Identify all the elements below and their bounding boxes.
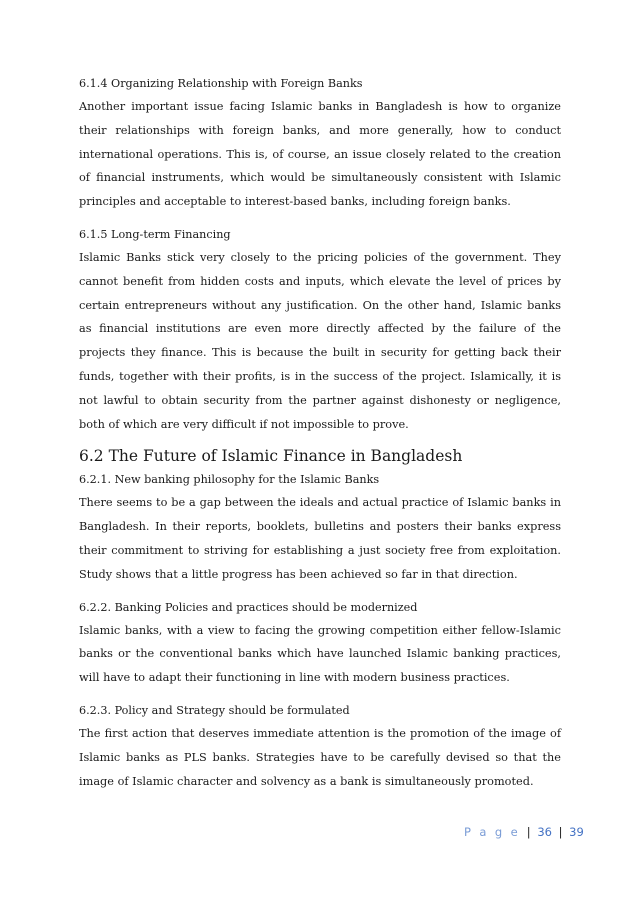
section-6-2-3 <box>79 703 561 793</box>
total-pages-number: 39 <box>569 825 584 839</box>
section-heading: 6.2.3. Policy and Strategy should be formulated <box>79 703 350 717</box>
section-title-6-2: 6.2 The Future of Islamic Finance in Bangladesh <box>79 447 463 466</box>
page-label: P a g e <box>464 825 521 839</box>
section-paragraph: There seems to be a gap between the ideals and actual practice of Islamic banks in Bangladesh. In their reports, booklets, bulletins and posters their banks express their commitment to striving for establishing a just society free from exploitation. Study shows that a little progress has been achieved so far in that direction. <box>79 496 561 581</box>
page-divider: | <box>558 825 563 839</box>
section-6-1-4 <box>79 76 561 214</box>
section-paragraph: The first action that deserves immediate attention is the promotion of the image of Islamic banks as PLS banks. Strategies have to be carefully devised so that the image of Islamic character and solvency as a bank is simultaneously promoted. <box>79 726 561 788</box>
footer-separator: | <box>526 825 531 839</box>
section-heading: 6.2.2. Banking Policies and practices should be modernized <box>79 600 418 614</box>
document-page <box>79 76 561 793</box>
section-paragraph: Another important issue facing Islamic banks in Bangladesh is how to organize their relationships with foreign banks, and more generally, how to conduct international operations. This is, of course, an issue closely related to the creation of financial instruments, which would be simultaneously consistent with Islamic principles and acceptable to interest-based banks, including foreign banks. <box>79 100 561 209</box>
current-page-number: 36 <box>537 825 552 839</box>
section-6-1-5 <box>79 227 561 436</box>
page-footer <box>464 825 584 839</box>
section-6-2-1 <box>79 472 561 586</box>
section-paragraph: Islamic banks, with a view to facing the growing competition either fellow-Islamic banks or the conventional banks which have launched Islamic banking practices, will have to adapt their functioning in line with modern business practices. <box>79 623 561 685</box>
section-6-2-2 <box>79 600 561 690</box>
section-heading: 6.1.4 Organizing Relationship with Foreign Banks <box>79 77 363 90</box>
section-paragraph: Islamic Banks stick very closely to the pricing policies of the government. They cannot benefit from hidden costs and inputs, which elevate the level of prices by certain entrepreneurs without any justification. On the other hand, Islamic banks as financial institutions are even more directly affected by the failure of the projects they finance. This is because the built in security for getting back their funds, together with their profits, is in the success of the project. Islamically, it is not lawful to obtain security from the partner against dishonesty or negligence, both of which are very difficult if not impossible to prove. <box>79 250 561 431</box>
section-heading: 6.2.1. New banking philosophy for the Islamic Banks <box>79 473 380 487</box>
section-heading: 6.1.5 Long-term Financing <box>79 227 231 241</box>
